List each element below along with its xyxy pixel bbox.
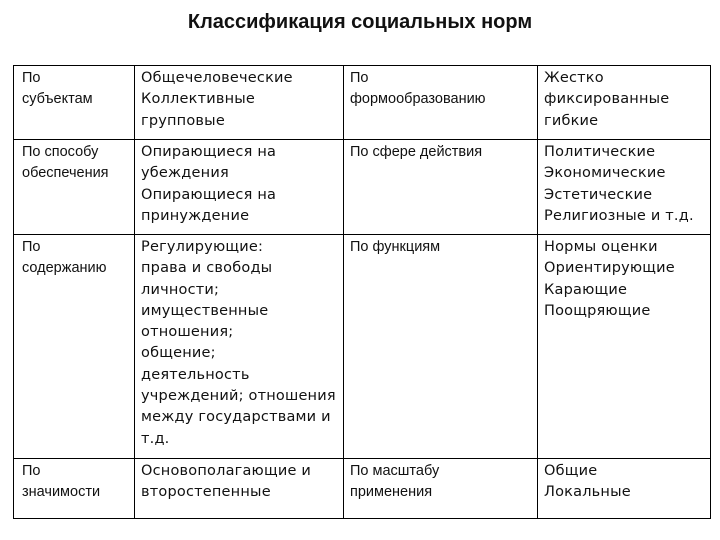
category-cell: По способу обеспечения	[14, 140, 135, 235]
page-title: Классификация социальных норм	[187, 11, 533, 33]
table-row	[14, 235, 711, 459]
category-cell: По формообразованию	[344, 66, 538, 140]
types-cell: Жестко фиксированные гибкие	[538, 66, 711, 140]
category-cell: По функциям	[344, 235, 538, 459]
table-row	[14, 66, 711, 140]
category-cell: По субъектам	[14, 66, 135, 140]
category-cell: По значимости	[14, 459, 135, 519]
table-row	[14, 459, 711, 519]
types-cell: Нормы оценки Ориентирующие Карающие Поощряющие	[538, 235, 711, 459]
category-cell: По содержанию	[14, 235, 135, 459]
types-cell: Общие Локальные	[538, 459, 711, 519]
types-cell: Общечеловеческие Коллективные групповые	[135, 66, 344, 140]
classification-table	[13, 65, 711, 519]
types-cell: Опирающиеся на убеждения Опирающиеся на принуждение	[135, 140, 344, 235]
types-cell: Основополагающие и второстепенные	[135, 459, 344, 519]
types-cell: Регулирующие: права и свободы личности; имущественные отношения; общение; деятельность учреждений; отношения между государствами и т.д.	[135, 235, 344, 459]
category-cell: По масштабу применения	[344, 459, 538, 519]
category-cell: По сфере действия	[344, 140, 538, 235]
types-cell: Политические Экономические Эстетические Религиозные и т.д.	[538, 140, 711, 235]
table-row	[14, 140, 711, 235]
